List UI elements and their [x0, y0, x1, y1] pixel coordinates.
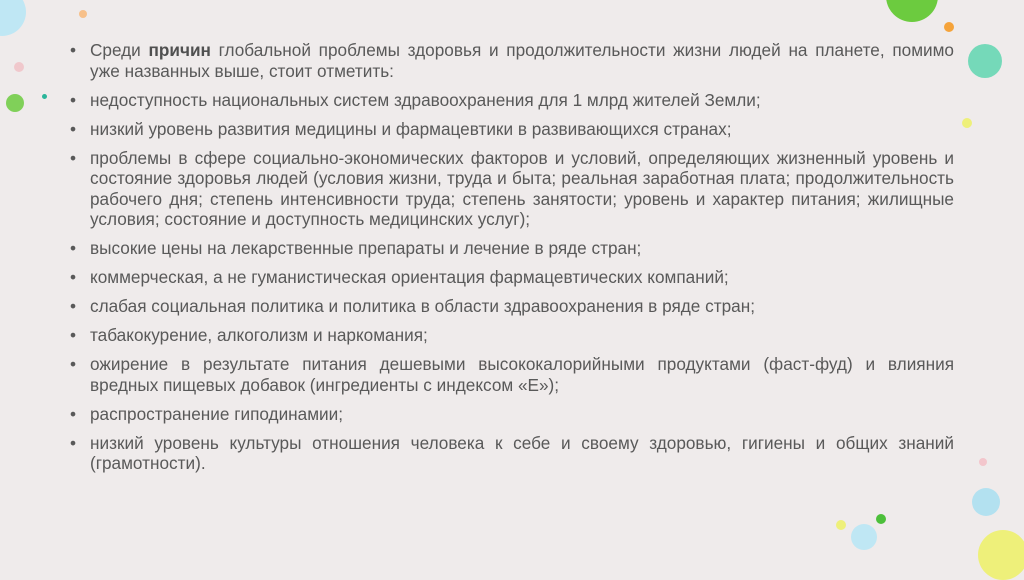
list-item — [70, 90, 954, 111]
list-item — [70, 325, 954, 346]
list-item-text: распространение гиподинамии; — [90, 403, 344, 424]
bullet-marker: • — [70, 432, 77, 453]
list-item-text: табакокурение, алкоголизм и наркомания; — [90, 325, 428, 345]
list-item-text: недоступность национальных систем здравоохранения для 1 млрд жителей Земли; — [90, 89, 761, 110]
slide-content — [70, 40, 954, 482]
decor-circle-orange-top — [79, 10, 87, 18]
list-item — [70, 354, 954, 395]
list-item-text: высокие цены на лекарственные препараты и лечение в ряде стран; — [90, 238, 642, 258]
intro-text-start: Среди — [90, 40, 149, 60]
decor-circle-blue-topleft — [0, 0, 26, 36]
list-item — [70, 404, 954, 425]
bullet-marker: • — [70, 267, 77, 287]
decor-circle-pink-left — [14, 62, 24, 72]
list-item — [70, 267, 954, 288]
decor-circle-orange-topright — [944, 22, 954, 32]
decor-circle-yellow-bottom — [836, 520, 846, 530]
decor-circle-green-bottom — [876, 514, 886, 524]
list-item-text: проблемы в сфере социально-экономических факторов и условий, определяющих жизненный уровень и состояние здоровья людей (условия жизни, труда и быта; реальная заработная плата; продолжительность рабочего дня; степень интенсивности труда; степень занятости; уровень и характер питания; жилищные условия; состояние и доступность медицинских услуг); — [90, 147, 954, 229]
bullet-marker: • — [70, 403, 77, 424]
list-item — [70, 148, 954, 230]
list-item-text: слабая социальная политика и политика в области здравоохранения в ряде стран; — [90, 296, 755, 316]
list-item-text: низкий уровень развития медицины и фармацевтики в развивающихся странах; — [90, 118, 732, 139]
bullet-marker: • — [70, 296, 77, 316]
decor-circle-blue-right — [972, 488, 1000, 516]
list-item-text: коммерческая, а не гуманистическая ориентация фармацевтических компаний; — [90, 267, 729, 287]
bullet-marker: • — [70, 354, 77, 374]
bullet-marker: • — [70, 118, 77, 139]
list-item — [70, 238, 954, 259]
list-item-text: ожирение в результате питания дешевыми высококалорийными продуктами (фаст-фуд) и влияния вредных пищевых добавок (ингредиенты с индексом «Е»); — [90, 354, 954, 395]
bullet-marker: • — [70, 40, 77, 60]
decor-circle-pink-right — [979, 458, 987, 466]
bullet-marker: • — [70, 325, 77, 345]
list-item — [70, 433, 954, 474]
decor-circle-teal-right — [968, 44, 1002, 78]
bullet-marker: • — [70, 238, 77, 258]
decor-circle-blue-bottom — [851, 524, 877, 550]
intro-text-end: глобальной проблемы здоровья и продолжительности жизни людей на планете, помимо уже названных выше, стоит отметить: — [90, 40, 954, 81]
bullet-list — [70, 90, 954, 474]
decor-circle-yellow-right — [962, 118, 972, 128]
decor-circle-green-left — [6, 94, 24, 112]
intro-bold-word: причин — [148, 40, 211, 60]
decor-circle-yellow-bottomright — [978, 530, 1024, 580]
bullet-marker: • — [70, 89, 77, 110]
decor-circle-teal-left — [42, 94, 47, 99]
intro-paragraph — [70, 40, 954, 81]
decor-circle-green-topright — [886, 0, 938, 22]
list-item-text: низкий уровень культуры отношения человека к себе и своему здоровью, гигиены и общих знаний (грамотности). — [90, 432, 954, 473]
bullet-marker: • — [70, 147, 77, 168]
list-item — [70, 296, 954, 317]
list-item — [70, 119, 954, 140]
